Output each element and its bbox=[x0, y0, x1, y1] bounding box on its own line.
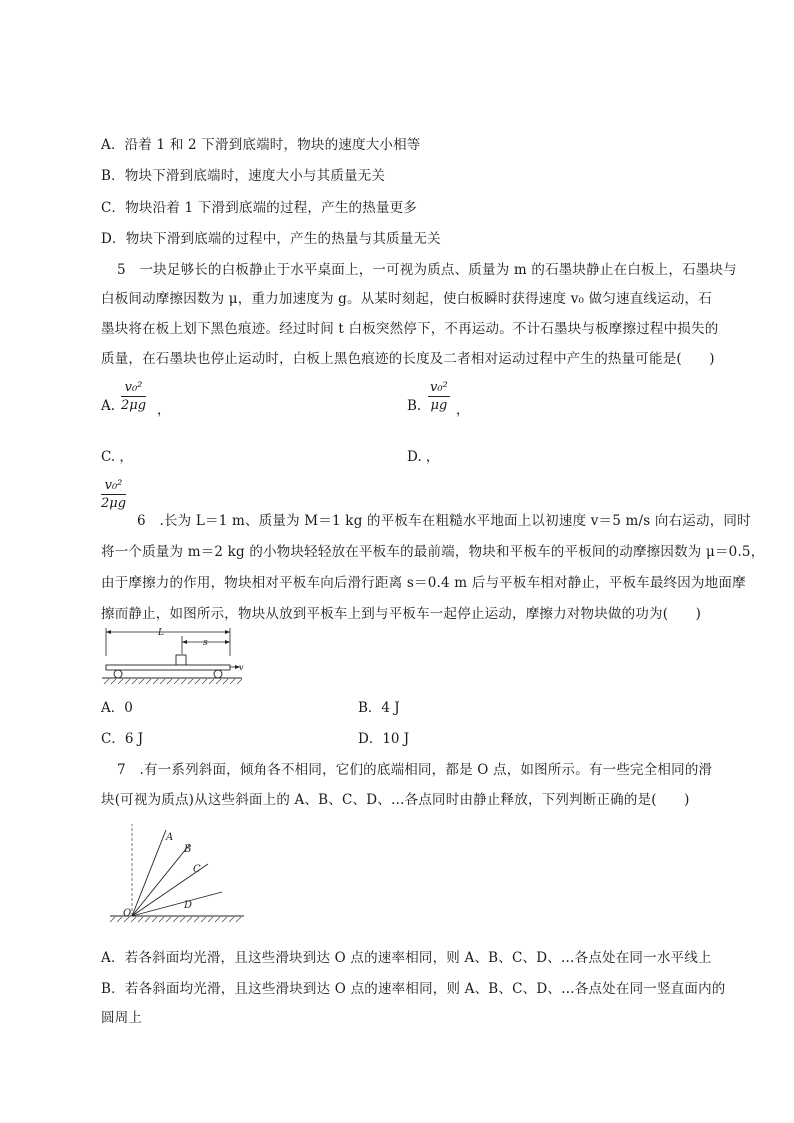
q5-option-a-label: A. bbox=[101, 398, 116, 414]
q6-option-c: C．6 J bbox=[101, 731, 144, 747]
label-D: D bbox=[184, 900, 193, 911]
q5-option-c-fraction bbox=[101, 478, 126, 511]
q5-option-b-comma: ， bbox=[456, 402, 470, 418]
q5-option-d: D. ， bbox=[407, 449, 440, 465]
q6-option-d: D．10 J bbox=[358, 731, 410, 747]
fraction-numerator: v₀² bbox=[101, 478, 126, 495]
q5-line-3: 墨块将在板上划下黑色痕迹。经过时间 t 白板突然停下，不再运动。不计石墨块与板摩擦过程中损失的 bbox=[101, 321, 719, 337]
slope-B bbox=[132, 844, 193, 916]
q6-line-3: 由于摩擦力的作用，物块相对平板车向后滑行距离 s＝0.4 m 后与平板车相对静止，平板车最终因为地面摩 bbox=[101, 575, 746, 591]
q5-option-b-fraction bbox=[428, 380, 450, 413]
q7-line-2: 块(可视为质点)从这些斜面上的 A、B、C、D、…各点同时由静止释放，下列判断正确的是( ) bbox=[101, 792, 690, 808]
label-v: v bbox=[239, 663, 244, 672]
option-a-prev: A．沿着 1 和 2 下滑到底端时，物块的速度大小相等 bbox=[101, 137, 421, 153]
label-s: s bbox=[203, 638, 208, 648]
label-O: O bbox=[123, 908, 132, 919]
q5-line-2: 白板间动摩擦因数为 μ，重力加速度为 g。从某时刻起，使白板瞬时获得速度 v₀ 做匀速直线运动，石 bbox=[101, 291, 712, 307]
q6-option-a: A．0 bbox=[101, 700, 133, 716]
fraction-numerator: v₀² bbox=[430, 380, 448, 395]
label-L: L bbox=[158, 628, 164, 638]
q7-line-1: 7 .有一系列斜面，倾角各不相同，它们的底端相同，都是 O 点，如图所示。有一些完全相同的滑 bbox=[117, 762, 713, 778]
cart-diagram bbox=[100, 624, 245, 686]
q7-option-a: A．若各斜面均光滑，且这些滑块到达 O 点的速率相同，则 A、B、C、D、…各点处在同一水平线上 bbox=[101, 950, 712, 966]
option-b-prev: B．物块下滑到底端时，速度大小与其质量无关 bbox=[101, 168, 386, 184]
block bbox=[176, 655, 186, 665]
label-A: A bbox=[166, 832, 174, 843]
wheel bbox=[114, 670, 122, 678]
fraction-numerator: v₀² bbox=[121, 380, 146, 397]
wheel bbox=[214, 670, 222, 678]
label-C: C bbox=[193, 864, 201, 875]
fraction-denominator: 2μg bbox=[121, 398, 147, 413]
q5-line-4: 质量，在石墨块也停止运动时，白板上黑色痕迹的长度及二者相对运动过程中产生的热量可能是( ) bbox=[101, 351, 715, 367]
q7-option-b-line-2: 圆周上 bbox=[101, 1010, 143, 1026]
q5-option-c: C. ， bbox=[101, 449, 133, 465]
fraction-denominator: 2μg bbox=[101, 496, 127, 511]
q6-line-2: 将一个质量为 m＝2 kg 的小物块轻轻放在平板车的最前端，物块和平板车的平板间的动摩擦因数为 μ＝0.5， bbox=[101, 544, 765, 560]
q5-line-1: 5 一块足够长的白板静止于水平桌面上，一可视为质点、质量为 m 的石墨块静止在白板上，石墨块与 bbox=[117, 262, 737, 278]
slope-D bbox=[132, 892, 222, 916]
option-c-prev: C．物块沿着 1 下滑到底端的过程，产生的热量更多 bbox=[101, 200, 418, 216]
slopes-diagram bbox=[98, 820, 248, 928]
q6-option-b: B．4 J bbox=[358, 700, 400, 716]
option-d-prev: D．物块下滑到底端的过程中，产生的热量与其质量无关 bbox=[101, 231, 441, 247]
q6-line-1: 6 .长为 L＝1 m、质量为 M＝1 kg 的平板车在粗糙水平地面上以初速度 v＝5 m/s 向右运动，同时 bbox=[137, 513, 751, 529]
q5-option-a-fraction bbox=[121, 380, 146, 413]
q7-option-b-line-1: B．若各斜面均光滑，且这些滑块到达 O 点的速率相同，则 A、B、C、D、…各点处在同一竖直面内的 bbox=[101, 981, 726, 997]
label-B: B bbox=[184, 844, 192, 855]
fraction-denominator: μg bbox=[430, 398, 448, 413]
q5-option-b-label: B. bbox=[407, 398, 422, 414]
cart-plate bbox=[106, 665, 230, 670]
slope-A bbox=[132, 830, 166, 916]
q5-option-a-comma: ， bbox=[157, 402, 171, 418]
q6-line-4: 擦而静止，如图所示，物块从放到平板车上到与平板车一起停止运动，摩擦力对物块做的功为( ) bbox=[101, 606, 702, 622]
